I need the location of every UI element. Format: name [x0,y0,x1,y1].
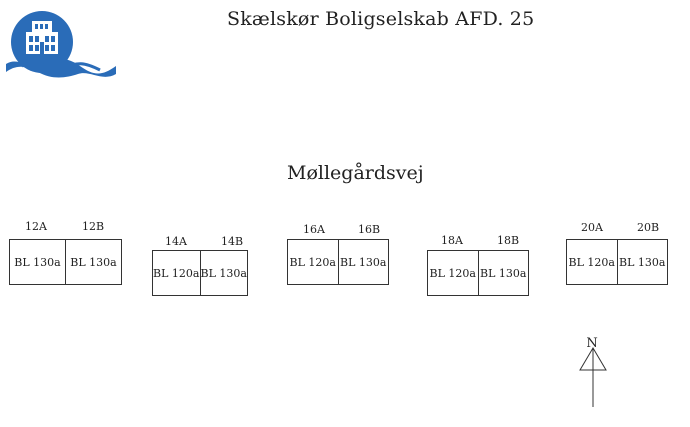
unit-type-label: BL 130a [200,251,248,295]
house-number-label: 14A [165,235,187,248]
building-block [287,239,389,285]
unit-type-label: BL 130a [338,240,389,284]
unit-type-label: BL 130a [617,240,668,284]
unit-type-label: BL 130a [65,240,121,284]
house-number-label: 14B [220,235,244,248]
house-number-label: 18B [496,234,520,247]
unit-type-label: BL 120a [153,266,200,280]
house-number-label: 16A [303,223,325,236]
house-number-label: 12A [25,220,47,233]
north-label: N [586,336,598,351]
building-block [152,250,248,296]
house-number-label: 16B [357,223,381,236]
street-name-label: Møllegårdsvej [287,162,424,184]
house-number-label: 18A [441,234,463,247]
unit-type-label: BL 130a [14,255,61,269]
unit-type-label: BL 120a [289,255,336,269]
unit-type-label: BL 120a [429,266,476,280]
building-block [566,239,668,285]
unit-type-label: BL 130a [478,251,529,295]
housing-logo-icon [4,8,116,80]
house-number-label: 20B [636,221,660,234]
building-block [9,239,122,285]
north-arrow-icon [576,334,612,410]
house-number-label: 12B [81,220,105,233]
page-title: Skælskør Boligselskab AFD. 25 [227,8,535,30]
unit-type-label: BL 120a [568,255,615,269]
building-block [427,250,529,296]
house-number-label: 20A [581,221,603,234]
